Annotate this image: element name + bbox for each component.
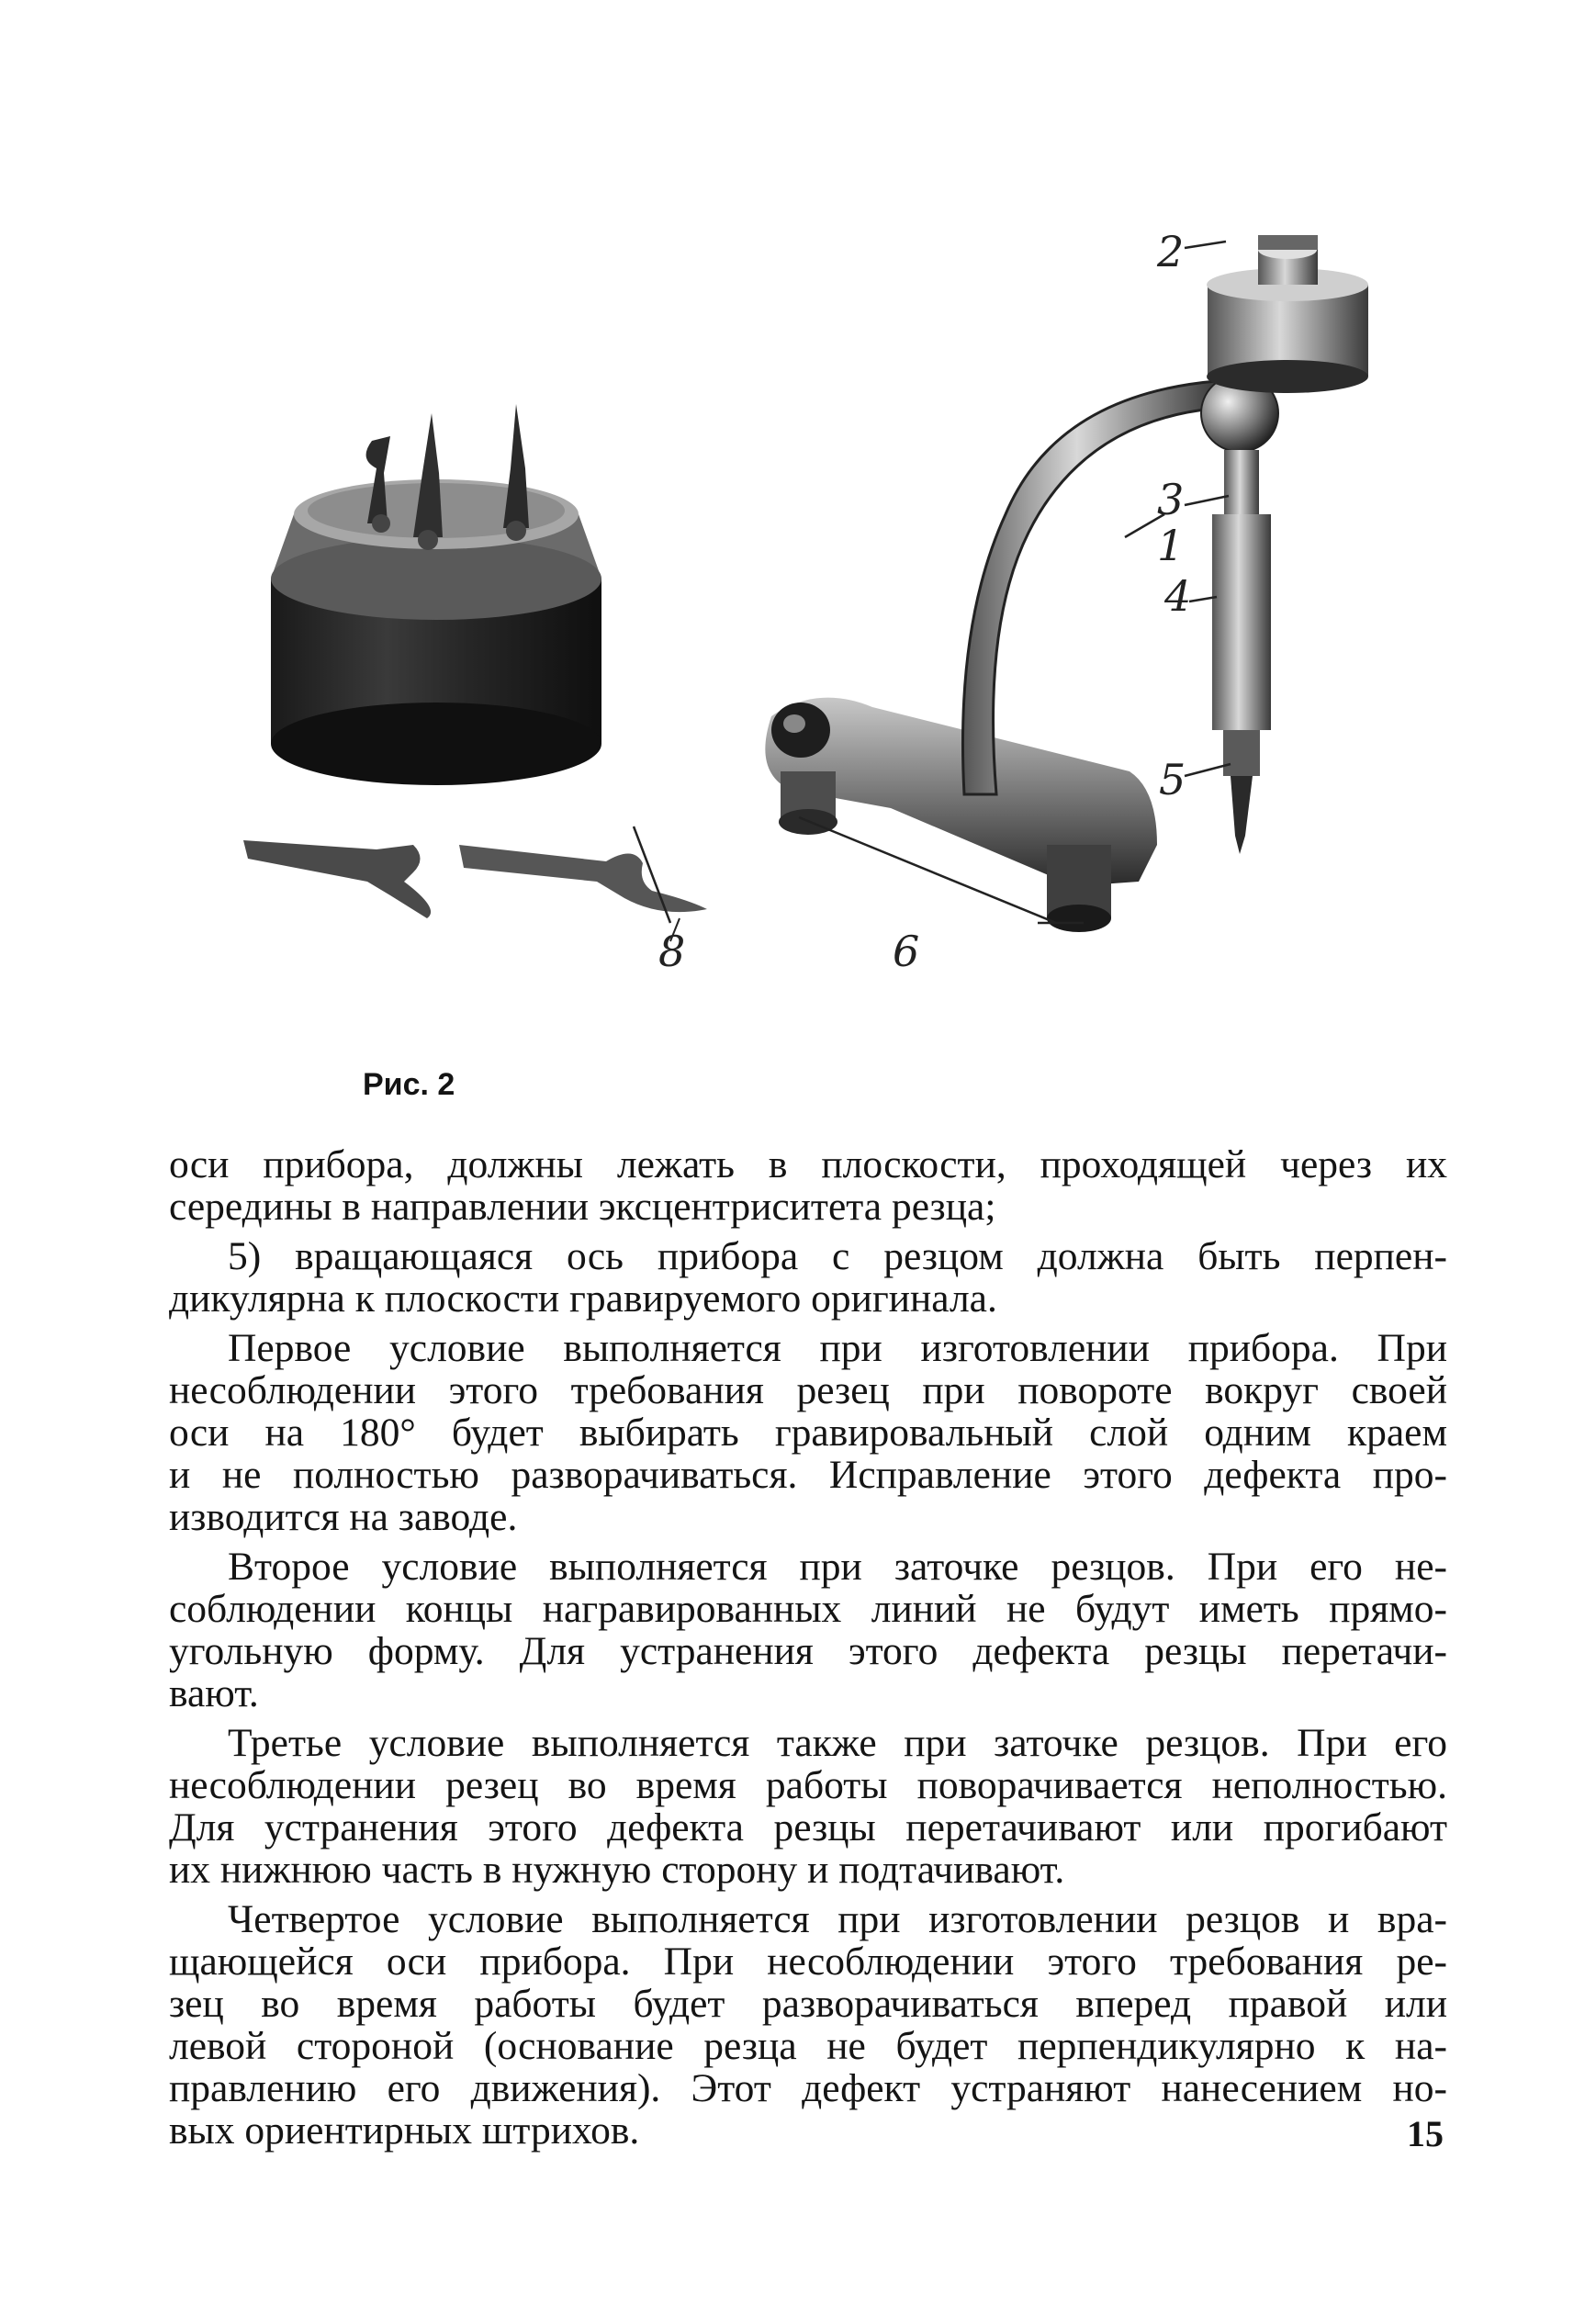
text-line: несоблюдении этого требования резец при повороте вокруг своей <box>169 1368 1447 1412</box>
paragraph <box>169 1235 1447 1320</box>
top-weight <box>1207 235 1368 393</box>
text-line: щающейся оси прибора. При несоблюдении этого требования ре- <box>169 1939 1447 1984</box>
text-line: оси на 180° будет выбирать гравировальный слой одним краем <box>169 1411 1447 1455</box>
paragraph <box>169 1143 1447 1228</box>
text-line: Третье условие выполняется также при заточке резцов. При его <box>228 1721 1447 1765</box>
text-line: Для устранения этого дефекта резцы перетачивают или прогибают <box>169 1805 1447 1849</box>
text-line: их нижнюю часть в нужную сторону и подтачивают. <box>169 1848 1065 1892</box>
text-line: соблюдении концы награвированных линий не будут иметь прямо- <box>169 1587 1447 1631</box>
text-line: оси прибора, должны лежать в плоскости, проходящей через их <box>169 1142 1447 1186</box>
paragraph <box>169 1898 1447 2152</box>
figure-illustration <box>230 147 1488 973</box>
page-number: 15 <box>1407 2113 1444 2154</box>
label-1: 1 <box>1157 521 1185 570</box>
text-line: вых ориентирных штрихов. <box>169 2108 640 2153</box>
label-4: 4 <box>1164 571 1192 621</box>
label-6: 6 <box>893 927 920 973</box>
paragraph <box>169 1546 1447 1715</box>
text-line: несоблюдении резец во время работы поворачивается неполностью. <box>169 1763 1447 1807</box>
text-line: вают. <box>169 1671 259 1715</box>
tool-base <box>765 698 1157 932</box>
text-line: зец во время работы будет разворачиваться вперед правой или <box>169 1982 1447 2026</box>
label-8: 8 <box>658 927 686 973</box>
engraving-tool-photo <box>230 147 1488 973</box>
label-5: 5 <box>1159 755 1186 804</box>
text-line: середины в направлении эксцентриситета резца; <box>169 1185 996 1229</box>
rotating-axis <box>1212 450 1271 854</box>
body-text <box>169 1143 1447 2152</box>
paragraph <box>169 1722 1447 1891</box>
text-line: и не полностью разворачиваться. Исправление этого дефекта про- <box>169 1453 1447 1497</box>
cutter-holder <box>271 404 601 785</box>
text-line: Второе условие выполняется при заточке резцов. При его не- <box>228 1545 1447 1589</box>
label-3: 3 <box>1157 475 1185 524</box>
loose-cutters <box>243 840 707 941</box>
paragraph <box>169 1327 1447 1538</box>
text-line: изводится на заводе. <box>169 1495 518 1539</box>
label-2: 2 <box>1157 227 1185 276</box>
text-line: дикулярна к плоскости гравируемого оригинала. <box>169 1276 997 1321</box>
text-line: Четвертое условие выполняется при изготовлении резцов и вра- <box>228 1897 1447 1941</box>
text-line: левой стороной (основание резца не будет перпендикулярно к на- <box>169 2024 1447 2068</box>
text-line: Первое условие выполняется при изготовлении прибора. При <box>228 1326 1447 1370</box>
text-line: правлению его движения). Этот дефект устраняют нанесением но- <box>169 2066 1447 2110</box>
figure-caption: Рис. 2 <box>363 1067 455 1102</box>
text-line: 5) вращающаяся ось прибора с резцом должна быть перпен- <box>228 1234 1447 1278</box>
text-line: угольную форму. Для устранения этого дефекта резцы перетачи- <box>169 1629 1447 1673</box>
